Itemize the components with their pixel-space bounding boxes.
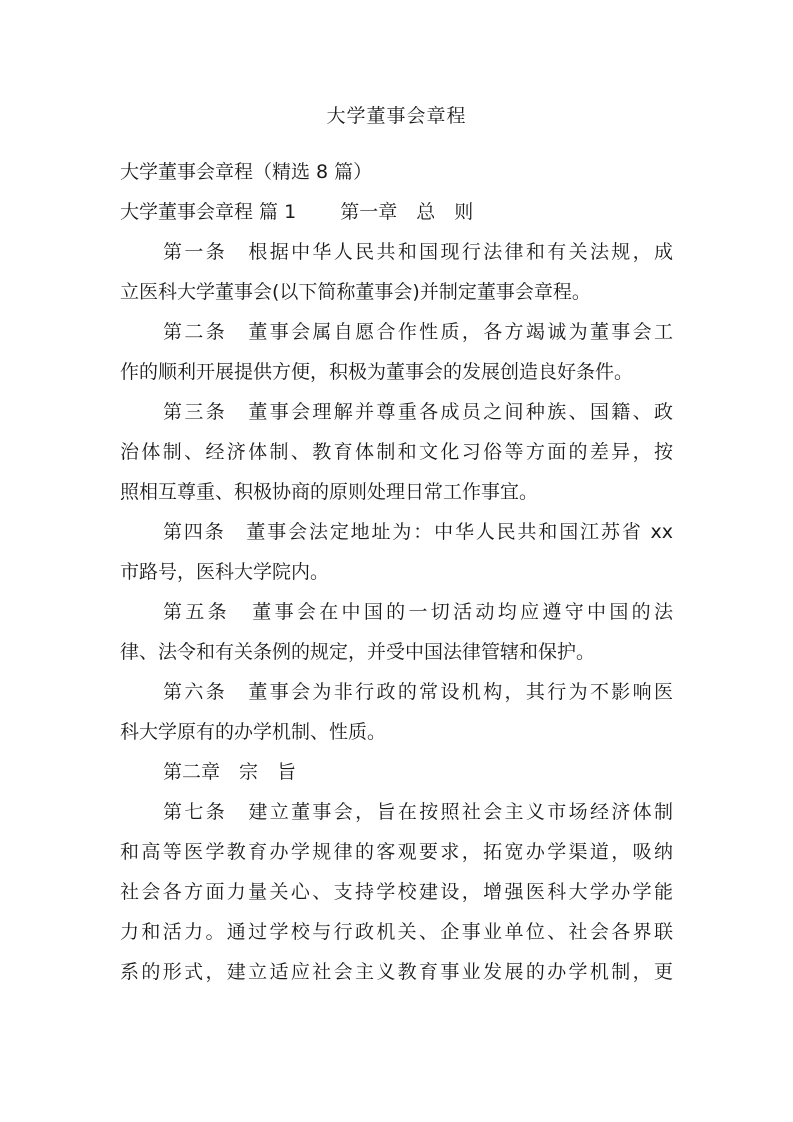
paragraph-line: 作的顺利开展提供方便，积极为董事会的发展创造良好条件。 — [120, 361, 634, 383]
paragraph-line: 治体制、经济体制、教育体制和文化习俗等方面的差异，按 — [120, 441, 673, 463]
paragraph-line: 第七条 建立董事会，旨在按照社会主义市场经济体制 — [163, 801, 673, 823]
paragraph-line: 第三条 董事会理解并尊重各成员之间种族、国籍、政 — [163, 401, 673, 423]
paragraph-line: 律、法令和有关条例的规定，并受中国法律管辖和保护。 — [120, 641, 596, 663]
chapter-heading-line: 第二章 宗 旨 — [163, 761, 297, 783]
paragraph-line: 立医科大学董事会(以下简称董事会)并制定董事会章程。 — [120, 281, 591, 303]
paragraph-line: 社会各方面力量关心、支持学校建设，增强医科大学办学能 — [120, 881, 673, 903]
paragraph-line: 第二条 董事会属自愿合作性质，各方竭诚为董事会工 — [163, 321, 673, 343]
paragraph-line: 市路号，医科大学院内。 — [120, 561, 330, 583]
paragraph-line: 照相互尊重、积极协商的原则处理日常工作事宜。 — [120, 481, 539, 503]
paragraph-line: 第四条 董事会法定地址为：中华人民共和国江苏省 xx — [163, 521, 673, 543]
paragraph-line: 第六条 董事会为非行政的常设机构，其行为不影响医 — [163, 681, 673, 703]
paragraph-line: 和高等医学教育办学规律的客观要求，拓宽办学渠道，吸纳 — [120, 841, 673, 863]
document-title: 大学董事会章程 — [326, 105, 467, 127]
subtitle-line: 大学董事会章程（精选 8 篇） — [120, 161, 373, 183]
document-body — [120, 157, 680, 997]
paragraph-line: 科大学原有的办学机制、性质。 — [120, 721, 387, 743]
paragraph-line: 力和活力。通过学校与行政机关、企事业单位、社会各界联 — [120, 921, 673, 943]
paragraph-line: 第五条 董事会在中国的一切活动均应遵守中国的法 — [163, 601, 673, 623]
chapter-heading-line: 大学董事会章程 篇 1 第一章 总 则 — [120, 201, 474, 223]
paragraph-line: 第一条 根据中华人民共和国现行法律和有关法规，成 — [163, 241, 673, 263]
paragraph-line: 系的形式，建立适应社会主义教育事业发展的办学机制，更 — [120, 961, 673, 983]
